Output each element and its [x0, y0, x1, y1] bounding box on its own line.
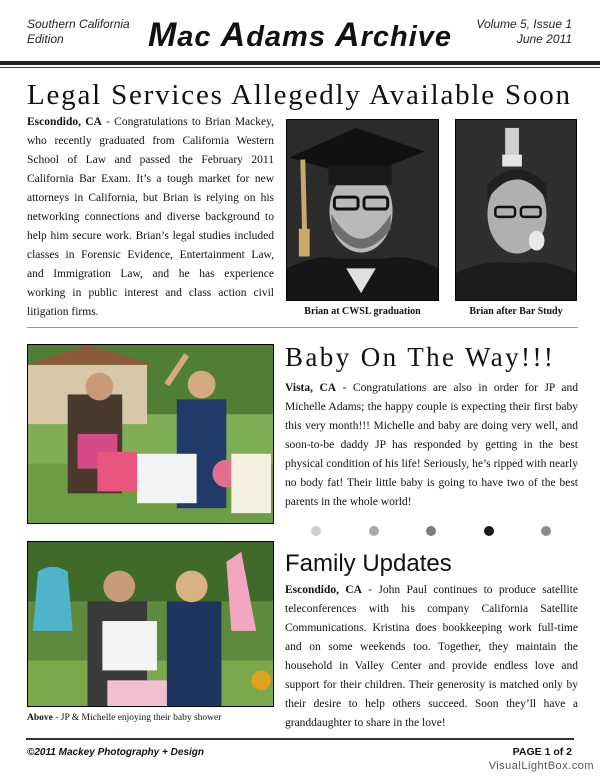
caption-lead: Above	[27, 713, 53, 723]
article1-dateline: Escondido, CA	[27, 116, 102, 128]
photo-after-bar	[455, 119, 577, 301]
header-rule-thick	[0, 61, 600, 65]
photo-caption	[27, 713, 221, 723]
masthead-letter-m: M	[147, 16, 178, 54]
caption-graduation: Brian at CWSL graduation	[304, 306, 421, 317]
volume-label: Volume 5, Issue 1	[476, 17, 572, 31]
masthead-part-ac: ac	[177, 21, 221, 53]
section-divider	[27, 327, 578, 328]
photo-baby-shower-2	[27, 541, 274, 707]
article3-body	[285, 581, 578, 733]
footer-rule	[26, 738, 574, 740]
edition-line-1: Southern California	[27, 17, 130, 31]
article2-dateline: Vista, CA	[285, 382, 337, 394]
dot-1	[311, 526, 321, 536]
masthead-part-rchive: rchive	[360, 21, 453, 53]
article2-body	[285, 379, 578, 512]
photo-baby-shower-1	[27, 344, 274, 524]
article3-headline: Family Updates	[285, 550, 452, 577]
dot-2	[369, 526, 379, 536]
masthead-letter-a2: A	[335, 16, 361, 54]
issue-info	[476, 17, 572, 47]
photo-graduation	[286, 119, 439, 301]
decorative-dots	[285, 526, 577, 538]
masthead-letter-a1: A	[220, 16, 247, 54]
date-label: June 2011	[516, 32, 572, 46]
footer-page-number: PAGE 1 of 2	[512, 746, 572, 758]
footer-copyright: ©2011 Mackey Photography + Design	[27, 747, 204, 758]
header-rule-thin	[0, 67, 600, 68]
article3-dateline: Escondido, CA	[285, 584, 362, 596]
caption-after-bar: Brian after Bar Study	[469, 306, 563, 317]
article3-text: - John Paul continues to produce satellite teleconferences with his company California Satellite Communications. Kristina does bookkeeping work full-time and on some weekends too. Together, they maintain the household in Valley Center and provide endless love and support for their children. Their generosity is matched only by their desire to help others succeed. Soon they’ll have a granddaughter to share in the love!	[285, 584, 578, 729]
article1-body	[27, 113, 274, 322]
article1-text: - Congratulations to Brian Mackey, who recently graduated from California Western School of Law and passed the February 2011 California Bar Exam. It’s a tough market for new attorneys in California, but Brian is relying on his networking connections and diverse background to help him secure work. Brian’s legal studies included classes in Forensic Evidence, Entertainment Law, and Immigration Law, and he has experience working in public interest and class action civil litigation firms.	[27, 116, 274, 318]
dot-3	[426, 526, 436, 536]
dot-5	[541, 526, 551, 536]
article2-headline: Baby On The Way!!!	[285, 342, 556, 372]
caption-text: - JP & Michelle enjoying their baby shower	[52, 713, 222, 723]
edition-line-2: Edition	[27, 32, 64, 46]
masthead-part-dams: dams	[246, 21, 336, 53]
article1-headline: Legal Services Allegedly Available Soon	[27, 79, 572, 111]
watermark: VisualLightBox.com	[488, 760, 594, 772]
dot-4	[484, 526, 494, 536]
article2-text: - Congratulations are also in order for JP and Michelle Adams; the happy couple is expecting their first baby this very month!!! Michelle and baby are doing very well, and soon-to-be daddy JP has responded by getting in the best physical condition of his life! Seriously, he’s ripped with nearly no body fat! Their little baby is going to have two of the best parents in the whole world!	[285, 382, 578, 508]
